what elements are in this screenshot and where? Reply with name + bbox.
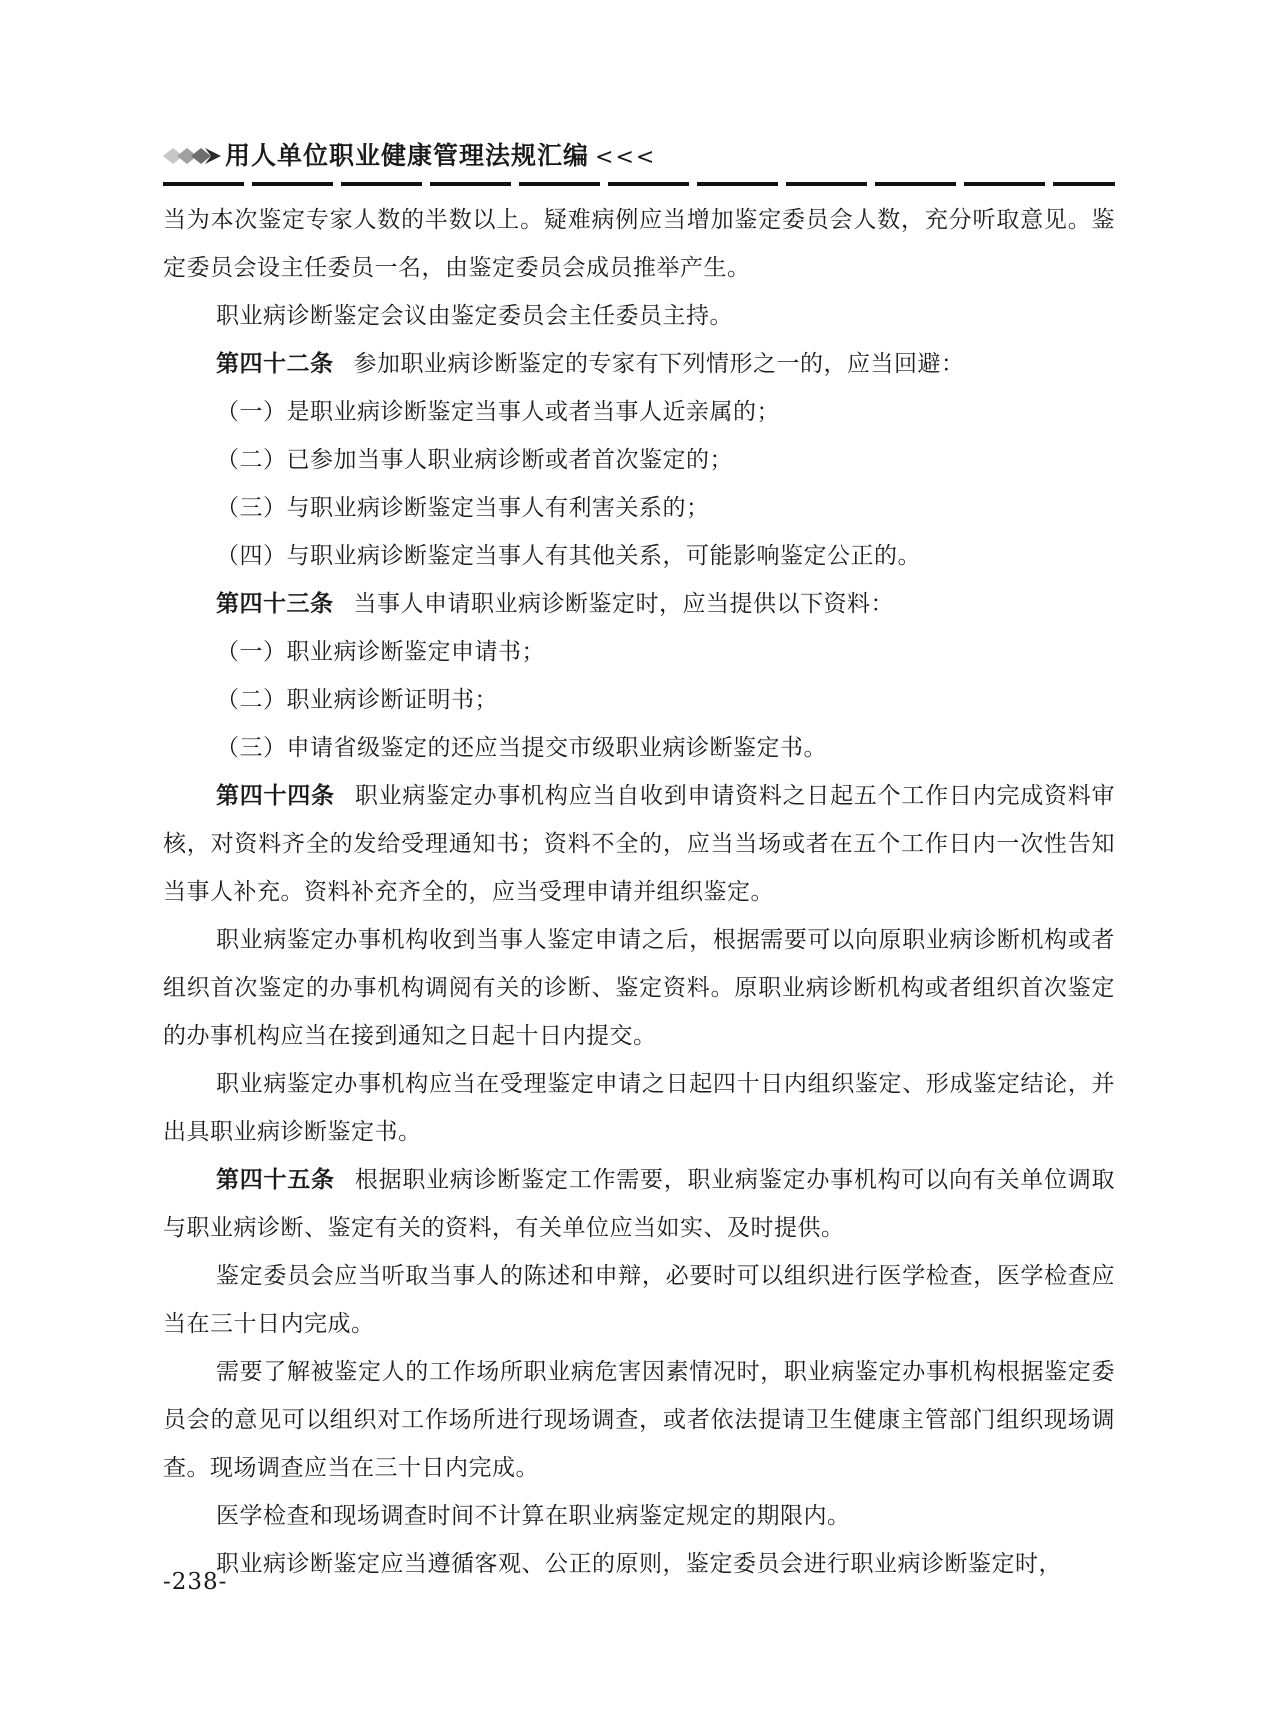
list-item: [163, 724, 1115, 772]
paragraph: [163, 1252, 1115, 1348]
paragraph-text: 参加职业病诊断鉴定的专家有下列情形之一的，应当回避：: [353, 351, 965, 377]
paragraph-text: （二）职业病诊断证明书；: [216, 687, 498, 713]
article-paragraph: [163, 340, 1115, 388]
list-item: [163, 628, 1115, 676]
paragraph-text: 根据职业病诊断鉴定工作需要，职业病鉴定办事机构可以向有关单位调取与职业病诊断、鉴定有关的资料，有关单位应当如实、及时提供。: [163, 1167, 1116, 1241]
page-header: [163, 138, 1115, 188]
paragraph: [163, 292, 1115, 340]
list-item: [163, 532, 1115, 580]
running-header-title: [225, 138, 656, 176]
paragraph: [163, 1060, 1115, 1156]
paragraph-text: 职业病鉴定办事机构应当自收到申请资料之日起五个工作日内完成资料审核，对资料齐全的发给受理通知书；资料不全的，应当当场或者在五个工作日内一次性告知当事人补充。资料补充齐全的，应当受理申请并组织鉴定。: [163, 783, 1116, 905]
paragraph-text: 医学检查和现场调查时间不计算在职业病鉴定规定的期限内。: [216, 1503, 851, 1529]
chevrons-icon: <<<: [595, 145, 657, 170]
paragraph: [163, 196, 1115, 292]
paragraph: [163, 1540, 1115, 1588]
page-number: -238-: [163, 1569, 228, 1595]
header-dashed-rule: [163, 182, 1115, 186]
article-paragraph: [163, 772, 1115, 916]
article-number: 第四十二条: [216, 351, 334, 377]
paragraph-text: 职业病鉴定办事机构收到当事人鉴定申请之后，根据需要可以向原职业病诊断机构或者组织首次鉴定的办事机构调阅有关的诊断、鉴定资料。原职业病诊断机构或者组织首次鉴定的办事机构应当在接到通知之日起十日内提交。: [163, 927, 1115, 1049]
paragraph-text: 职业病诊断鉴定应当遵循客观、公正的原则，鉴定委员会进行职业病诊断鉴定时，: [216, 1551, 1062, 1577]
paragraph-text: （二）已参加当事人职业病诊断或者首次鉴定的；: [216, 447, 733, 473]
paragraph-text: （四）与职业病诊断鉴定当事人有其他关系，可能影响鉴定公正的。: [216, 543, 921, 569]
list-item: [163, 484, 1115, 532]
paragraph-text: （一）职业病诊断鉴定申请书；: [216, 639, 545, 665]
book-title: 用人单位职业健康管理法规汇编: [225, 141, 590, 170]
body-text: [163, 196, 1115, 1588]
diamond-arrow-logo-icon: [163, 144, 223, 168]
paragraph: [163, 1348, 1115, 1492]
list-item: [163, 676, 1115, 724]
list-item: [163, 388, 1115, 436]
paragraph-text: 鉴定委员会应当听取当事人的陈述和申辩，必要时可以组织进行医学检查，医学检查应当在三十日内完成。: [163, 1263, 1115, 1337]
paragraph-text: 需要了解被鉴定人的工作场所职业病危害因素情况时，职业病鉴定办事机构根据鉴定委员会的意见可以组织对工作场所进行现场调查，或者依法提请卫生健康主管部门组织现场调查。现场调查应当在三十日内完成。: [163, 1359, 1115, 1481]
article-number: 第四十五条: [216, 1167, 335, 1193]
article-number: 第四十四条: [216, 783, 335, 809]
paragraph-text: （一）是职业病诊断鉴定当事人或者当事人近亲属的；: [216, 399, 780, 425]
paragraph-text: 职业病诊断鉴定会议由鉴定委员会主任委员主持。: [216, 303, 733, 329]
paragraph-text: 当为本次鉴定专家人数的半数以上。疑难病例应当增加鉴定委员会人数，充分听取意见。鉴定委员会设主任委员一名，由鉴定委员会成员推举产生。: [163, 207, 1115, 281]
article-paragraph: [163, 1156, 1115, 1252]
paragraph-text: （三）与职业病诊断鉴定当事人有利害关系的；: [216, 495, 710, 521]
article-paragraph: [163, 580, 1115, 628]
list-item: [163, 436, 1115, 484]
paragraph-text: 职业病鉴定办事机构应当在受理鉴定申请之日起四十日内组织鉴定、形成鉴定结论，并出具职业病诊断鉴定书。: [163, 1071, 1115, 1145]
paragraph-text: 当事人申请职业病诊断鉴定时，应当提供以下资料：: [353, 591, 894, 617]
article-number: 第四十三条: [216, 591, 334, 617]
paragraph: [163, 916, 1115, 1060]
paragraph-text: （三）申请省级鉴定的还应当提交市级职业病诊断鉴定书。: [216, 735, 827, 761]
paragraph: [163, 1492, 1115, 1540]
